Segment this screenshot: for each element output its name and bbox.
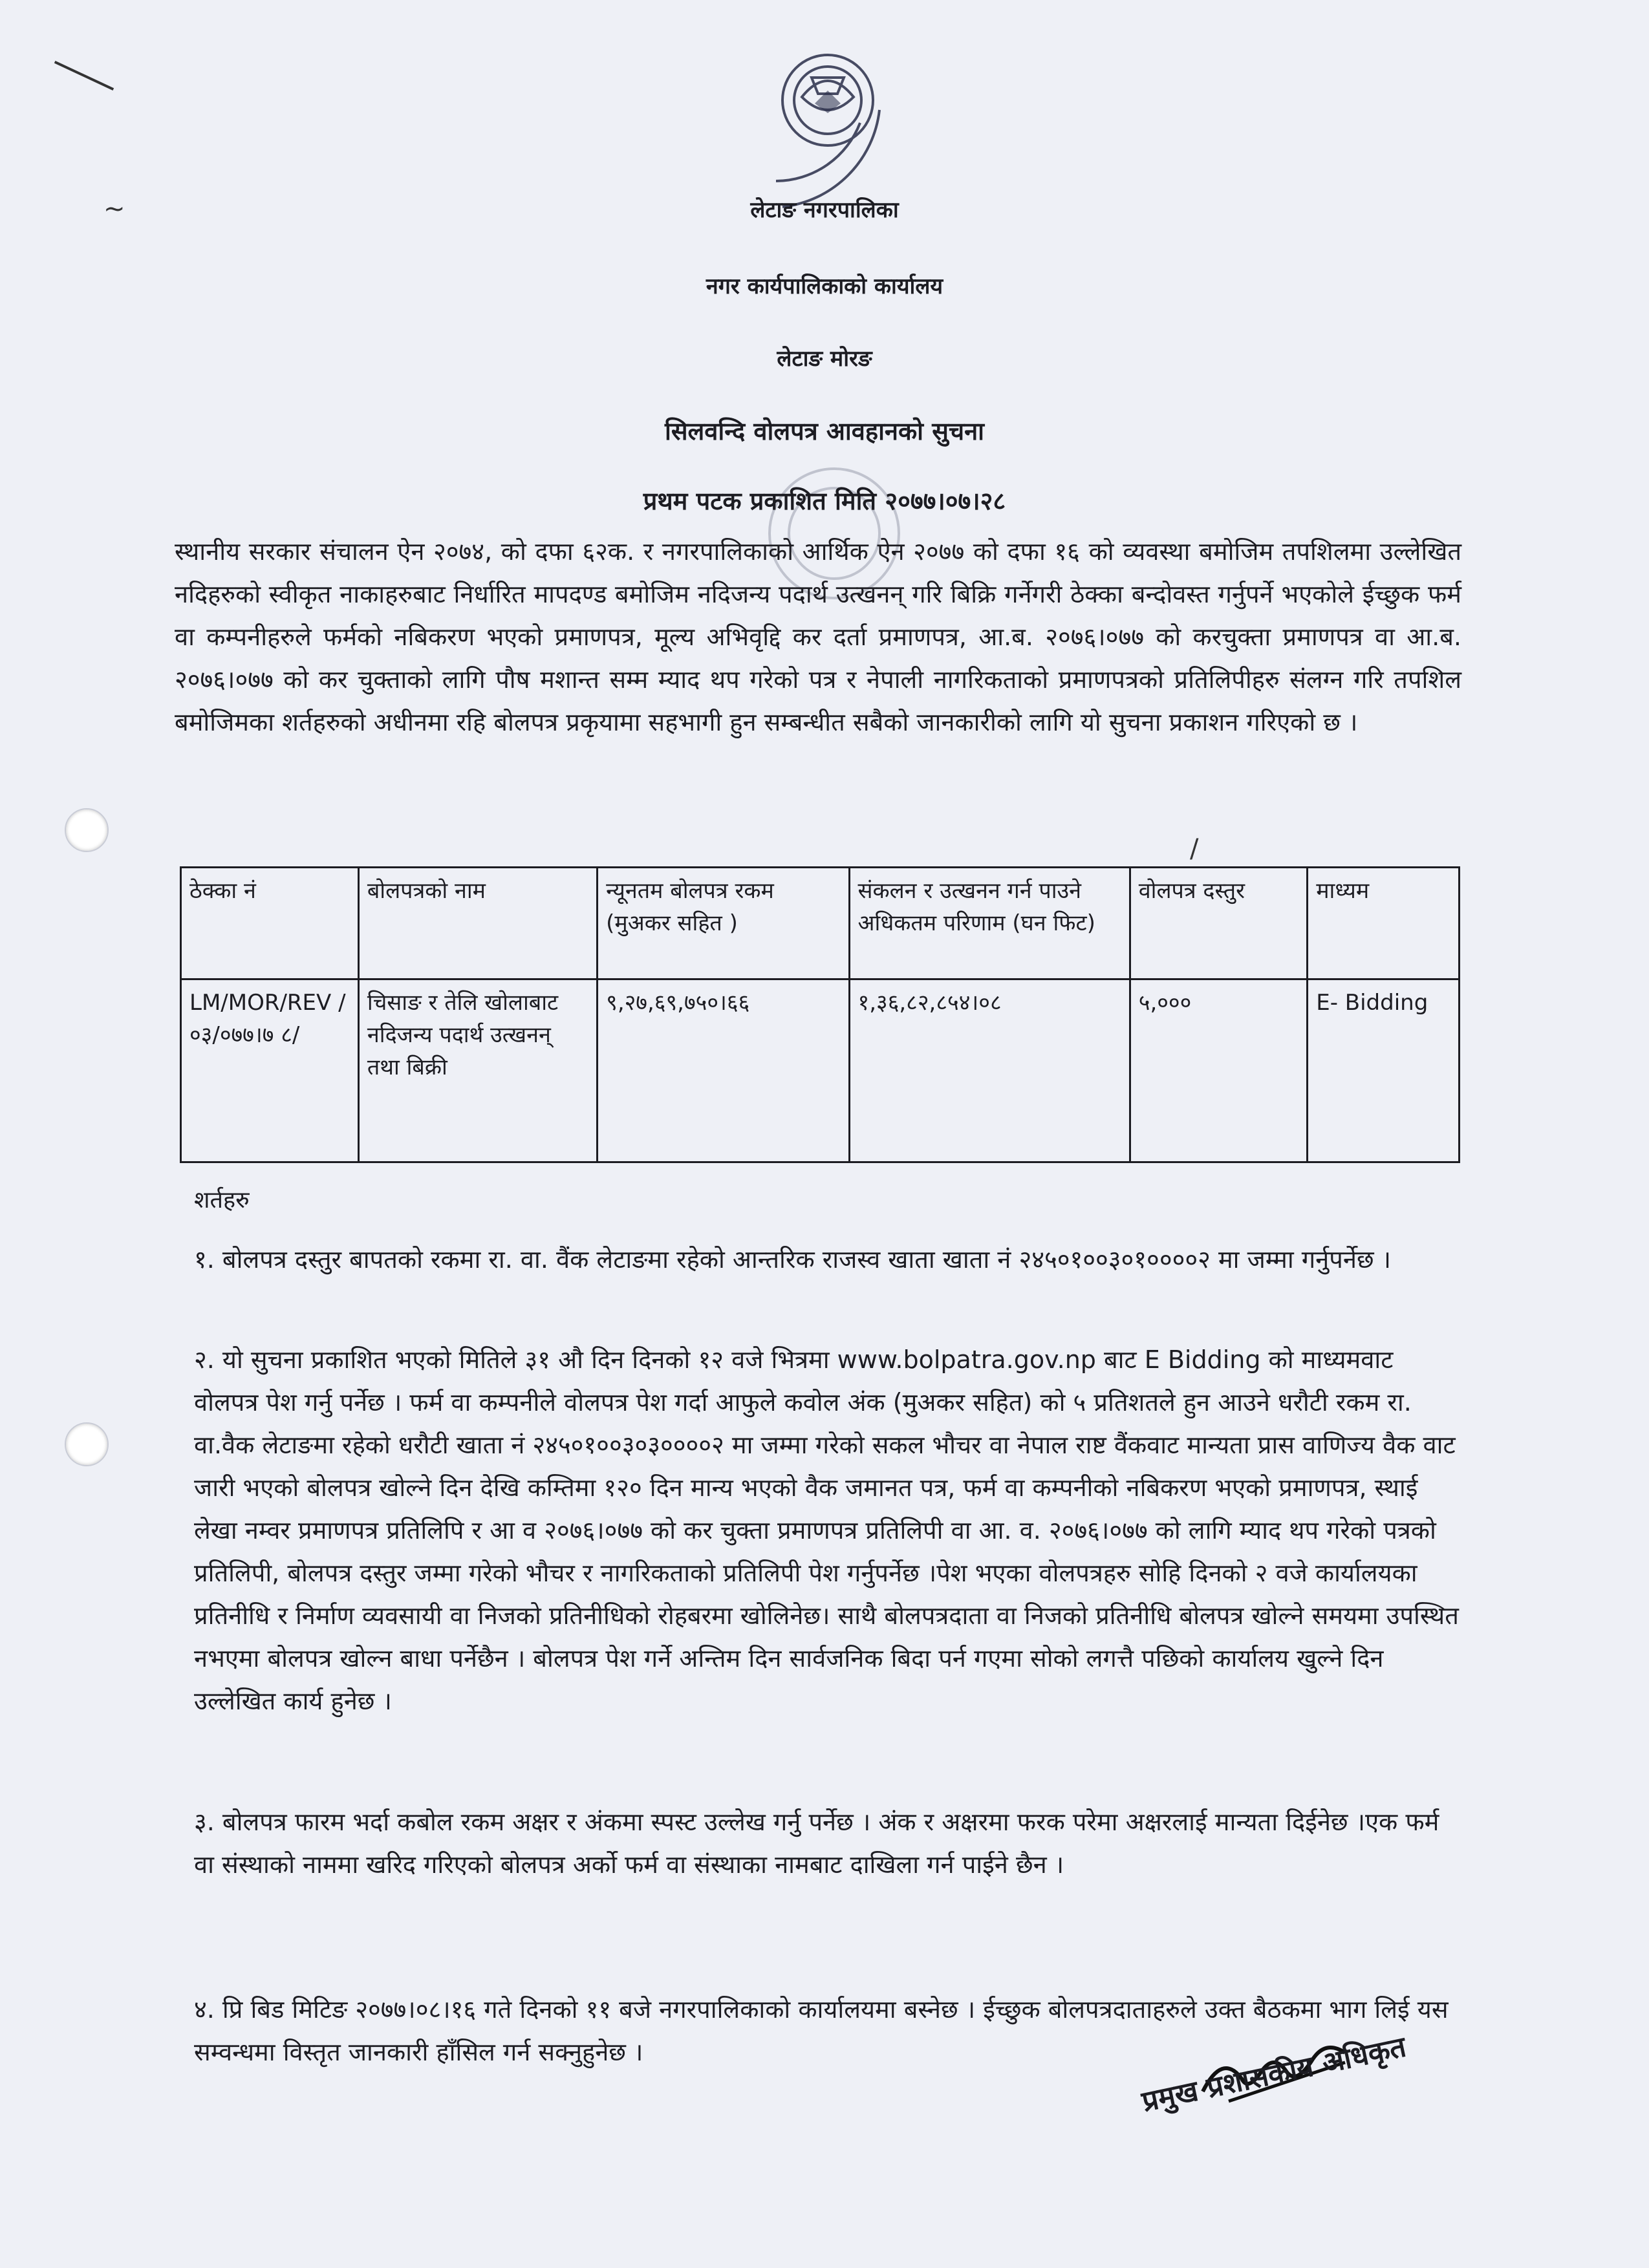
conditions-title: शर्तहरु [194, 1187, 250, 1214]
header-bid-name: बोलपत्रको नाम [358, 868, 597, 979]
header-bid-fee: वोलपत्र दस्तुर [1130, 868, 1307, 979]
org-name: लेटाङ नगरपालिका [750, 197, 899, 223]
margin-mark: ~ [103, 194, 125, 224]
condition-1: १. बोलपत्र दस्तुर बापतको रकमा रा. वा. वैंक लेटाङमा रहेको आन्तरिक राजस्व खाता खाता नं २४५०१००३०१००००२ मा जम्मा गर्नुपर्नेछ । [194, 1245, 1392, 1274]
office-location: लेटाङ मोरङ [777, 346, 872, 372]
header-max-quantity: संकलन र उत्खनन गर्न पाउने अधिकतम परिणाम (घन फिट) [849, 868, 1130, 979]
condition-4: ४. प्रि बिड मिटिङ २०७७।०८।१६ गते दिनको ११ बजे नगरपालिकाको कार्यालयमा बस्नेछ । ईच्छुक बोलपत्रदाताहरुले उक्त बैठकमा भाग लिई यस सम्वन्धमा विस्तृत जानकारी हाँसिल गर्न सक्नुहुनेछ । [194, 1995, 1449, 2066]
municipality-seal-icon [750, 39, 964, 220]
publication-date: प्रथम पटक प्रकाशित मिति २०७७।०७।२८ [643, 487, 1006, 515]
table-row [181, 979, 1460, 1162]
header-contract-no: ठेक्का नं [181, 868, 359, 979]
table-header-row [181, 868, 1460, 979]
signatory-title: प्रमुख प्रशासकीय अधिकृत [1139, 2030, 1409, 2119]
punch-hole-top [65, 808, 109, 852]
cell-max-quantity: १,३६,८२,८५४।०८ [849, 979, 1130, 1162]
notice-title: सिलवन्दि वोलपत्र आवहानको सुचना [664, 417, 985, 445]
office-name: नगर कार्यपालिकाको कार्यालय [706, 273, 943, 299]
scan-edge-mark [54, 61, 114, 91]
header-minimum-amount: न्यूनतम बोलपत्र रकम (मुअकर सहित ) [598, 868, 849, 979]
cell-bid-fee: ५,००० [1130, 979, 1307, 1162]
condition-3: ३. बोलपत्र फारम भर्दा कबोल रकम अक्षर र अंकमा स्पस्ट उल्लेख गर्नु पर्नेछ । अंक र अक्षरमा फरक परेमा अक्षरलाई मान्यता दिईनेछ ।एक फर्म वा संस्थाको नाममा खरिद गरिएको बोलपत्र अर्को फर्म वा संस्थाका नामबाट दाखिला गर्न पाईने छैन । [194, 1808, 1439, 1879]
cell-contract-no: LM/MOR/REV /०३/०७७।७ ८/ [181, 979, 359, 1162]
tender-table [180, 866, 1460, 1163]
pen-tick-mark: / [1190, 834, 1199, 864]
punch-hole-bottom [65, 1422, 109, 1466]
cell-bid-name: चिसाङ र तेलि खोलाबाट नदिजन्य पदार्थ उत्खनन् तथा बिक्री [358, 979, 597, 1162]
condition-2: २. यो सुचना प्रकाशित भएको मितिले ३१ औ दिन दिनको १२ वजे भित्रमा www.bolpatra.gov.np बाट E Bidding को माध्यमवाट वोलपत्र पेश गर्नु पर्नेछ । फर्म वा कम्पनीले वोलपत्र पेश गर्दा आफुले कवोल अंक (मुअकर सहित) को ५ प्रतिशतले हुन आउने धरौटी रकम रा. वा.वैक लेटाङमा रहेको धरौटी खाता नं २४५०१००३०३००००२ मा जम्मा गरेको सकल भौचर वा नेपाल राष्ट वैंकवाट मान्यता प्रास वाणिज्य वैक वाट जारी भएको बोलपत्र खोल्ने दिन देखि कम्तिमा १२० दिन मान्य भएको वैक जमानत पत्र, फर्म वा कम्पनीको नबिकरण भएको प्रमाणपत्र, स्थाई लेखा नम्वर प्रमाणपत्र प्रतिलिपि र आ व २०७६।०७७ को कर चुक्ता प्रमाणपत्र प्रतिलिपी वा आ. व. २०७६।०७७ को लागि म्याद थप गरेको पत्रको प्रतिलिपी, बोलपत्र दस्तुर जम्मा गरेको भौचर र नागरिकताको प्रतिलिपी पेश गर्नुपर्नेछ ।पेश भएका वोलपत्रहरु सोहि दिनको २ वजे कार्यालयका प्रतिनीधि र निर्माण व्यवसायी वा निजको प्रतिनीधिको रोहबरमा खोलिनेछ। साथै बोलपत्रदाता वा निजको प्रतिनीधि बोलपत्र खोल्ने समयमा उपस्थित नभएमा बोलपत्र खोल्न बाधा पर्नेछैन । बोलपत्र पेश गर्ने अन्तिम दिन सार्वजनिक बिदा पर्न गएमा सोको लगत्तै पछिको कार्यालय खुल्ने दिन उल्लेखित कार्य हुनेछ । [194, 1345, 1459, 1715]
cell-medium: E- Bidding [1308, 979, 1460, 1162]
notice-paragraph: स्थानीय सरकार संचालन ऐन २०७४, को दफा ६२क. र नगरपालिकाको आर्थिक ऐन २०७७ को दफा १६ को व्यवस्था बमोजिम तपशिलमा उल्लेखित नदिहरुको स्वीकृत नाकाहरुबाट निर्धारित मापदण्ड बमोजिम नदिजन्य पदार्थ उत्खनन् गरि बिक्रि गर्नेगरी ठेक्का बन्दोवस्त गर्नुपर्ने भएकोले ईच्छुक फर्म वा कम्पनीहरुले फर्मको नबिकरण भएको प्रमाणपत्र, मूल्य अभिवृद्दि कर दर्ता प्रमाणपत्र, आ.ब. २०७६।०७७ को करचुक्ता प्रमाणपत्र वा आ.ब. २०७६।०७७ को कर चुक्ताको लागि पौष मशान्त सम्म म्याद थप गरेको पत्र र नेपाली नागरिकताको प्रमाणपत्रको प्रतिलिपीहरु संलग्न गरि तपशिल बमोजिमका शर्तहरुको अधीनमा रहि बोलपत्र प्रकृयामा सहभागी हुन सम्बन्धीत सबैको जानकारीको लागि यो सुचना प्रकाशन गरिएको छ । [175, 537, 1461, 736]
header-medium: माध्यम [1308, 868, 1460, 979]
cell-minimum-amount: ९,२७,६९,७५०।६६ [598, 979, 849, 1162]
